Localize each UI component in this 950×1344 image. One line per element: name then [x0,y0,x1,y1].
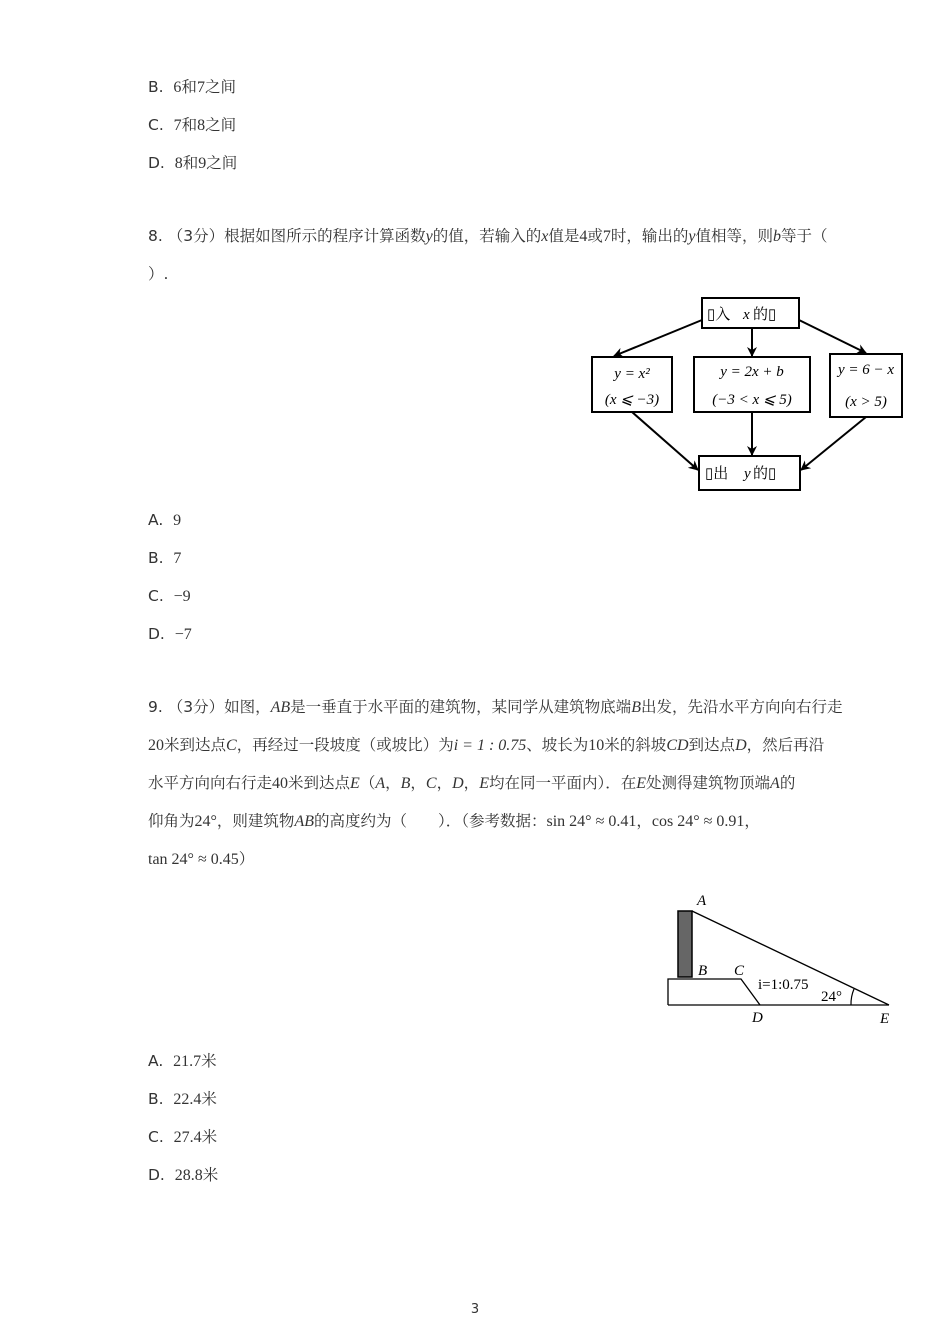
q9-option-a: A. 21.7米 [148,1052,217,1070]
q9-stem-line4: 仰角为24°，则建筑物AB的高度约为（ ）．（参考数据：sin 24° ≈ 0.41，cos 24° ≈ 0.91， [148,812,760,830]
label-slope: i=1:0.75 [758,977,809,993]
q9-option-b: B. 22.4米 [148,1090,217,1108]
q9-stem-line2: 20米到达点C，再经过一段坡度（或坡比）为i = 1 : 0.75、坡长为10米的斜坡CD到达点D，然后再沿 [148,736,825,754]
label-e: E [880,1011,890,1027]
q8-option-d: D. −7 [148,625,192,643]
label-b: B [698,963,708,979]
building-ab [678,911,692,977]
q7-option-c: C. 7和8之间 [148,116,237,134]
q9-figure [660,888,900,1033]
flow-output-tail: 的▯ [753,466,777,482]
flow-box-3-condition: (x > 5) [845,394,887,410]
q7-option-d: D. 8和9之间 [148,154,238,172]
label-angle: 24° [821,989,842,1005]
q9-option-d: D. 28.8米 [148,1166,219,1184]
flow-input-var: x [743,307,750,323]
flow-input-tail: 的▯ [753,307,777,323]
q8-option-a: A. 9 [148,511,182,529]
flow-box-2-formula: y = 2x + b [720,364,784,380]
q7-option-b: B. 6和7之间 [148,78,236,96]
flow-arrow-out-1 [632,412,698,470]
flow-box-3-formula: y = 6 − x [837,362,895,378]
flow-box-1-condition: (x ⩽ −3) [604,392,660,408]
page-number: 3 [470,1302,480,1317]
q8-option-c: C. −9 [148,587,191,605]
label-a: A [697,893,707,909]
flow-output-label: ▯出 [705,466,729,482]
q8-stem-line1: 8. （3分）根据如图所示的程序计算函数y的值，若输入的x值是4或7时，输出的y值相等，则b等于（ [148,227,828,245]
angle-arc [851,989,854,1005]
q8-flowchart [585,290,910,495]
flow-output-var: y [744,466,751,482]
label-d: D [752,1010,763,1026]
label-c: C [734,963,745,979]
flow-box-1-formula: y = x² [614,366,650,382]
flow-input-label: ▯入 [707,307,731,323]
flow-box-2-condition: (−3 < x ⩽ 5) [712,392,792,408]
q9-stem-line5: tan 24° ≈ 0.45） [148,850,255,868]
q9-option-c: C. 27.4米 [148,1128,218,1146]
flow-arrow-in-3 [799,320,866,353]
flow-arrow-out-3 [801,417,866,470]
flow-arrow-in-1 [614,320,702,356]
q9-stem-line1: 9. （3分）如图，AB是一垂直于水平面的建筑物，某同学从建筑物底端B出发，先沿水平方向向右行走 [148,698,843,716]
q9-stem-line3: 水平方向向右行走40米到达点E（A，B，C，D，E均在同一平面内）．在E处测得建筑物顶端A的 [148,774,796,792]
base-block [668,979,760,1005]
q8-stem-line2: ）. [148,265,169,283]
q8-option-b: B. 7 [148,549,182,567]
